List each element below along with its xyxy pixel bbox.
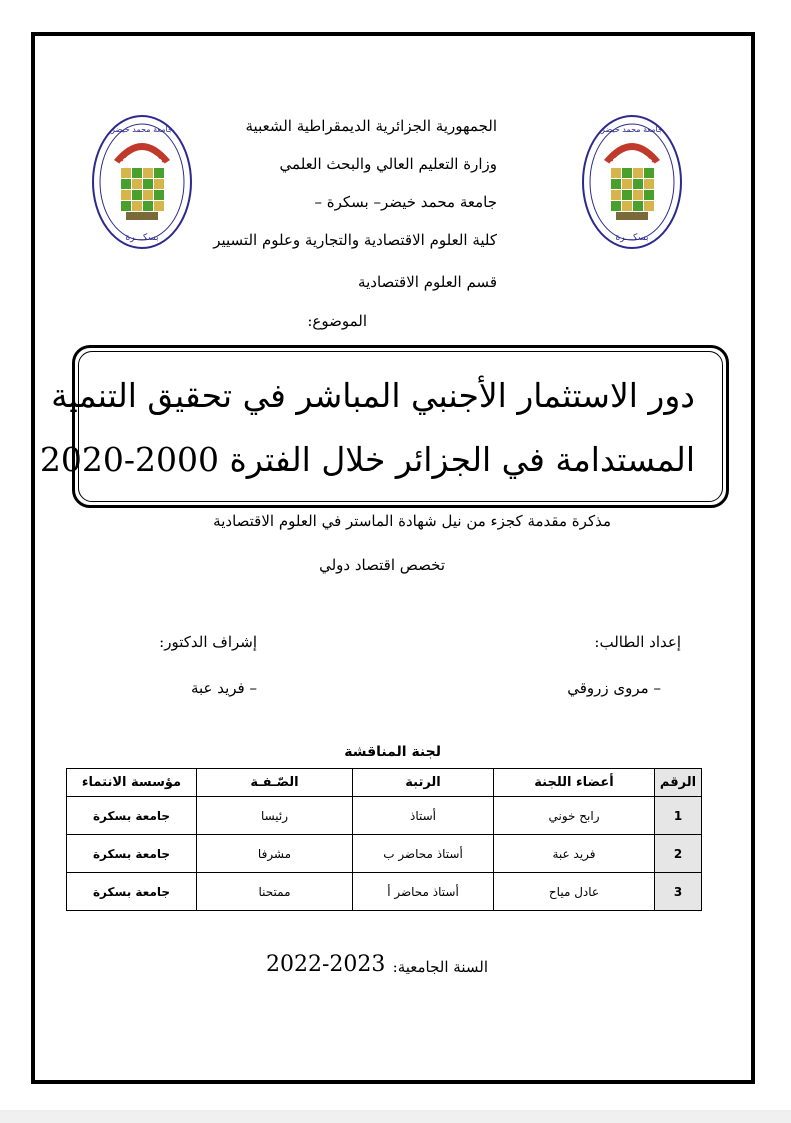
svg-text:بسكـــرة: بسكـــرة [125, 233, 159, 243]
supervisor-name: – فريد عبة [190, 679, 257, 697]
page-bottom-strip [0, 1110, 791, 1123]
jury-number: 2 [655, 835, 702, 873]
thesis-title-line-1: دور الاستثمار الأجنبي المباشر في تحقيق التنمية [51, 376, 695, 415]
jury-caption: لجنة المناقشة [344, 744, 441, 760]
svg-text:جامعة محمد خيضر: جامعة محمد خيضر [601, 125, 663, 134]
jury-header-role: الصّـفـة [197, 769, 353, 797]
jury-rank: أستاذ محاضر ب [353, 835, 494, 873]
svg-text:جامعة محمد خيضر: جامعة محمد خيضر [111, 125, 173, 134]
table-row [67, 797, 702, 835]
jury-table [66, 768, 702, 911]
title-box [72, 345, 729, 508]
academic-year-value: 2022-2023 [266, 952, 386, 977]
jury-institution: جامعة بسكرة [67, 835, 197, 873]
jury-institution: جامعة بسكرة [67, 797, 197, 835]
jury-role: رئيسا [197, 797, 353, 835]
specialization: تخصص اقتصاد دولي [319, 556, 445, 574]
thesis-title-line-2: المستدامة في الجزائر خلال الفترة 2000-2020 [39, 440, 695, 479]
table-row [67, 835, 702, 873]
subject-label: الموضوع: [307, 312, 367, 330]
jury-role: مشرفا [197, 835, 353, 873]
jury-rank: أستاذ محاضر أ [353, 873, 494, 911]
jury-header-row [67, 769, 702, 797]
university-logo-right [580, 112, 684, 252]
jury-institution: جامعة بسكرة [67, 873, 197, 911]
jury-number: 1 [655, 797, 702, 835]
svg-text:بسكـــرة: بسكـــرة [615, 233, 649, 243]
student-name: – مروى زروقي [567, 679, 661, 697]
department-name: قسم العلوم الاقتصادية [358, 273, 497, 291]
jury-member: فريد عبة [494, 835, 655, 873]
faculty-name: كلية العلوم الاقتصادية والتجارية وعلوم التسيير [213, 231, 497, 249]
jury-header-members: أعضاء اللجنة [494, 769, 655, 797]
jury-header-rank: الرتبة [353, 769, 494, 797]
table-row [67, 873, 702, 911]
jury-rank: أستاذ [353, 797, 494, 835]
supervisor-label: إشراف الدكتور: [159, 633, 257, 651]
ministry-name: وزارة التعليم العالي والبحث العلمي [279, 155, 497, 173]
jury-header-institution: مؤسسة الانتماء [67, 769, 197, 797]
university-logo-left [90, 112, 194, 252]
jury-member: رابح خوني [494, 797, 655, 835]
jury-role: ممتحنا [197, 873, 353, 911]
academic-year-label: السنة الجامعية: [392, 958, 488, 976]
jury-member: عادل مياح [494, 873, 655, 911]
jury-number: 3 [655, 873, 702, 911]
student-label: إعداد الطالب: [594, 633, 681, 651]
memo-description: مذكرة مقدمة كجزء من نيل شهادة الماستر في العلوم الاقتصادية [213, 512, 611, 530]
university-name: جامعة محمد خيضر– بسكرة – [314, 193, 497, 211]
republic-name: الجمهورية الجزائرية الديمقراطية الشعبية [245, 117, 497, 135]
jury-header-number: الرقم [655, 769, 702, 797]
